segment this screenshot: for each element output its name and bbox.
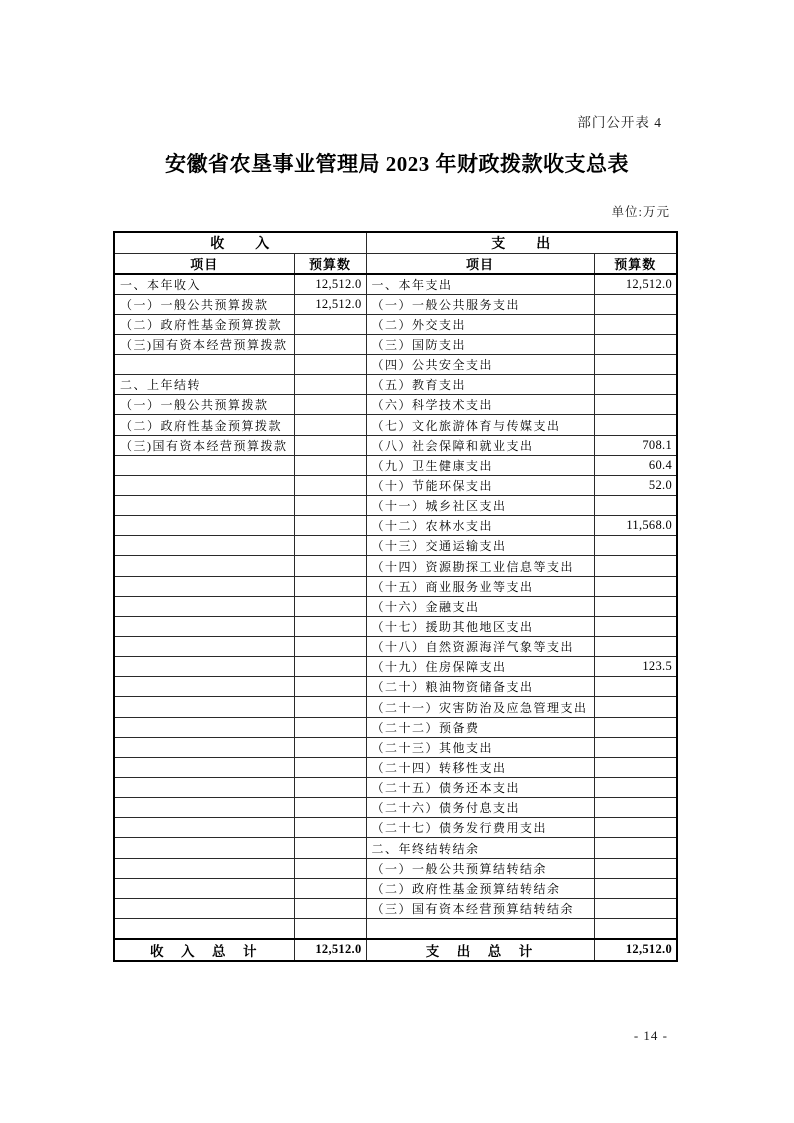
income-item-cell: （二）政府性基金预算拨款 bbox=[114, 415, 294, 435]
expense-item-cell: （五）教育支出 bbox=[366, 375, 594, 395]
income-item-cell bbox=[114, 616, 294, 636]
income-item-cell bbox=[114, 455, 294, 475]
income-budget-cell bbox=[294, 878, 366, 898]
expense-budget-cell bbox=[594, 536, 677, 556]
income-item-cell bbox=[114, 576, 294, 596]
table-row bbox=[114, 838, 677, 858]
expense-item-cell: （一）一般公共预算结转结余 bbox=[366, 858, 594, 878]
table-column-header-row bbox=[114, 254, 677, 275]
expense-budget-cell bbox=[594, 919, 677, 939]
expense-item-cell: （二十五）债务还本支出 bbox=[366, 778, 594, 798]
doc-classification-label: 部门公开表 4 bbox=[577, 115, 662, 130]
table-row bbox=[114, 375, 677, 395]
income-item-cell: （一）一般公共预算拨款 bbox=[114, 395, 294, 415]
expense-budget-cell bbox=[594, 778, 677, 798]
expense-budget-cell bbox=[594, 838, 677, 858]
income-item-column-header: 项目 bbox=[114, 254, 294, 275]
expense-item-cell: （十一）城乡社区支出 bbox=[366, 496, 594, 516]
table-row bbox=[114, 294, 677, 314]
expense-budget-cell bbox=[594, 858, 677, 878]
income-item-cell bbox=[114, 596, 294, 616]
expense-item-cell: （十九）住房保障支出 bbox=[366, 657, 594, 677]
table-row bbox=[114, 616, 677, 636]
income-item-cell: （三)国有资本经营预算拨款 bbox=[114, 334, 294, 354]
expense-item-cell: （十六）金融支出 bbox=[366, 596, 594, 616]
income-item-cell bbox=[114, 657, 294, 677]
expense-total-value: 12,512.0 bbox=[594, 939, 677, 961]
income-budget-cell bbox=[294, 516, 366, 536]
expense-total-label: 支 出 总 计 bbox=[366, 939, 594, 961]
expense-budget-cell bbox=[594, 556, 677, 576]
income-budget-cell bbox=[294, 637, 366, 657]
expense-item-cell: （一）一般公共服务支出 bbox=[366, 294, 594, 314]
income-budget-cell bbox=[294, 919, 366, 939]
income-item-cell bbox=[114, 637, 294, 657]
income-item-cell bbox=[114, 778, 294, 798]
income-budget-cell bbox=[294, 314, 366, 334]
expense-item-cell: （三）国防支出 bbox=[366, 334, 594, 354]
income-item-cell bbox=[114, 717, 294, 737]
expense-budget-cell bbox=[594, 898, 677, 918]
income-budget-cell bbox=[294, 475, 366, 495]
expense-budget-cell bbox=[594, 314, 677, 334]
expense-item-cell: （二十一）灾害防治及应急管理支出 bbox=[366, 697, 594, 717]
expense-item-cell: （十二）农林水支出 bbox=[366, 516, 594, 536]
income-budget-cell bbox=[294, 757, 366, 777]
income-budget-cell bbox=[294, 778, 366, 798]
income-total-value: 12,512.0 bbox=[294, 939, 366, 961]
table-row bbox=[114, 455, 677, 475]
table-row bbox=[114, 334, 677, 354]
income-budget-cell bbox=[294, 858, 366, 878]
income-item-cell bbox=[114, 536, 294, 556]
table-row bbox=[114, 757, 677, 777]
income-item-cell bbox=[114, 878, 294, 898]
table-section-header-row bbox=[114, 232, 677, 254]
income-item-cell bbox=[114, 496, 294, 516]
expense-budget-cell bbox=[594, 395, 677, 415]
income-budget-cell bbox=[294, 898, 366, 918]
table-row bbox=[114, 516, 677, 536]
expense-budget-cell bbox=[594, 415, 677, 435]
table-row bbox=[114, 878, 677, 898]
income-item-cell bbox=[114, 818, 294, 838]
expense-budget-cell bbox=[594, 737, 677, 757]
expense-budget-cell bbox=[594, 637, 677, 657]
expense-budget-cell bbox=[594, 375, 677, 395]
expense-budget-cell bbox=[594, 757, 677, 777]
income-budget-cell bbox=[294, 415, 366, 435]
table-row bbox=[114, 778, 677, 798]
expense-budget-cell: 60.4 bbox=[594, 455, 677, 475]
income-budget-cell bbox=[294, 576, 366, 596]
table-row bbox=[114, 677, 677, 697]
expense-budget-cell bbox=[594, 697, 677, 717]
expense-item-cell: （十五）商业服务业等支出 bbox=[366, 576, 594, 596]
total-row bbox=[114, 939, 677, 961]
expense-budget-cell bbox=[594, 355, 677, 375]
expense-budget-cell bbox=[594, 496, 677, 516]
expense-budget-cell bbox=[594, 596, 677, 616]
table-row bbox=[114, 798, 677, 818]
income-budget-cell bbox=[294, 355, 366, 375]
budget-table bbox=[113, 231, 678, 962]
income-total-label: 收 入 总 计 bbox=[114, 939, 294, 961]
income-item-cell bbox=[114, 919, 294, 939]
expense-budget-cell bbox=[594, 576, 677, 596]
income-section-header: 收 入 bbox=[114, 232, 366, 254]
expense-item-cell: （二十）粮油物资储备支出 bbox=[366, 677, 594, 697]
income-item-cell: 一、本年收入 bbox=[114, 274, 294, 294]
income-budget-cell bbox=[294, 596, 366, 616]
income-item-cell bbox=[114, 677, 294, 697]
table-row bbox=[114, 919, 677, 939]
income-budget-cell bbox=[294, 536, 366, 556]
income-budget-cell: 12,512.0 bbox=[294, 294, 366, 314]
table-footer bbox=[114, 939, 677, 961]
expense-budget-cell: 708.1 bbox=[594, 435, 677, 455]
table-row bbox=[114, 435, 677, 455]
income-budget-cell bbox=[294, 395, 366, 415]
income-item-cell: （二）政府性基金预算拨款 bbox=[114, 314, 294, 334]
expense-item-cell: （十三）交通运输支出 bbox=[366, 536, 594, 556]
table-row bbox=[114, 637, 677, 657]
income-item-cell bbox=[114, 475, 294, 495]
table-row bbox=[114, 717, 677, 737]
income-budget-cell bbox=[294, 616, 366, 636]
income-item-cell: （三)国有资本经营预算拨款 bbox=[114, 435, 294, 455]
income-budget-cell bbox=[294, 455, 366, 475]
income-item-cell bbox=[114, 697, 294, 717]
expense-item-column-header: 项目 bbox=[366, 254, 594, 275]
expense-item-cell: （八）社会保障和就业支出 bbox=[366, 435, 594, 455]
expense-item-cell: （二）外交支出 bbox=[366, 314, 594, 334]
income-budget-cell bbox=[294, 737, 366, 757]
page-number: - 14 - bbox=[633, 1028, 668, 1043]
expense-item-cell: （二）政府性基金预算结转结余 bbox=[366, 878, 594, 898]
expense-item-cell: （三）国有资本经营预算结转结余 bbox=[366, 898, 594, 918]
table-row bbox=[114, 536, 677, 556]
income-item-cell bbox=[114, 898, 294, 918]
income-budget-cell bbox=[294, 818, 366, 838]
expense-budget-cell: 12,512.0 bbox=[594, 274, 677, 294]
income-item-cell bbox=[114, 858, 294, 878]
income-budget-cell bbox=[294, 375, 366, 395]
income-budget-cell bbox=[294, 657, 366, 677]
income-item-cell bbox=[114, 516, 294, 536]
table-row bbox=[114, 314, 677, 334]
table-row bbox=[114, 355, 677, 375]
table-row bbox=[114, 858, 677, 878]
expense-budget-cell bbox=[594, 717, 677, 737]
expense-item-cell: （二十三）其他支出 bbox=[366, 737, 594, 757]
income-budget-cell bbox=[294, 677, 366, 697]
income-budget-column-header: 预算数 bbox=[294, 254, 366, 275]
expense-budget-cell bbox=[594, 818, 677, 838]
table-row bbox=[114, 556, 677, 576]
expense-item-cell: （七）文化旅游体育与传媒支出 bbox=[366, 415, 594, 435]
expense-budget-column-header: 预算数 bbox=[594, 254, 677, 275]
table-row bbox=[114, 697, 677, 717]
income-item-cell bbox=[114, 556, 294, 576]
income-item-cell bbox=[114, 798, 294, 818]
income-budget-cell bbox=[294, 556, 366, 576]
expense-item-cell: （二十二）预备费 bbox=[366, 717, 594, 737]
income-item-cell bbox=[114, 737, 294, 757]
income-budget-cell bbox=[294, 334, 366, 354]
table-row bbox=[114, 818, 677, 838]
table-row bbox=[114, 475, 677, 495]
income-budget-cell bbox=[294, 838, 366, 858]
page-title: 安徽省农垦事业管理局 2023 年财政拨款收支总表 bbox=[165, 152, 629, 176]
income-budget-cell bbox=[294, 496, 366, 516]
expense-item-cell: 二、年终结转结余 bbox=[366, 838, 594, 858]
income-budget-cell bbox=[294, 435, 366, 455]
expense-item-cell bbox=[366, 919, 594, 939]
expense-section-header: 支 出 bbox=[366, 232, 677, 254]
expense-item-cell: （十四）资源勘探工业信息等支出 bbox=[366, 556, 594, 576]
income-item-cell: 二、上年结转 bbox=[114, 375, 294, 395]
expense-budget-cell: 52.0 bbox=[594, 475, 677, 495]
expense-budget-cell: 123.5 bbox=[594, 657, 677, 677]
income-budget-cell bbox=[294, 697, 366, 717]
expense-item-cell: （二十六）债务付息支出 bbox=[366, 798, 594, 818]
expense-budget-cell bbox=[594, 334, 677, 354]
table-row bbox=[114, 576, 677, 596]
table-row bbox=[114, 395, 677, 415]
table-row bbox=[114, 657, 677, 677]
expense-budget-cell bbox=[594, 798, 677, 818]
table-row bbox=[114, 898, 677, 918]
income-item-cell bbox=[114, 838, 294, 858]
income-budget-cell: 12,512.0 bbox=[294, 274, 366, 294]
expense-item-cell: （二十七）债务发行费用支出 bbox=[366, 818, 594, 838]
table-row bbox=[114, 415, 677, 435]
table-body bbox=[114, 274, 677, 939]
expense-item-cell: 一、本年支出 bbox=[366, 274, 594, 294]
table-row bbox=[114, 737, 677, 757]
expense-item-cell: （九）卫生健康支出 bbox=[366, 455, 594, 475]
expense-item-cell: （四）公共安全支出 bbox=[366, 355, 594, 375]
income-item-cell bbox=[114, 355, 294, 375]
expense-budget-cell bbox=[594, 677, 677, 697]
expense-budget-cell bbox=[594, 616, 677, 636]
income-budget-cell bbox=[294, 798, 366, 818]
expense-item-cell: （六）科学技术支出 bbox=[366, 395, 594, 415]
expense-item-cell: （十八）自然资源海洋气象等支出 bbox=[366, 637, 594, 657]
expense-budget-cell bbox=[594, 878, 677, 898]
expense-budget-cell: 11,568.0 bbox=[594, 516, 677, 536]
table-row bbox=[114, 274, 677, 294]
income-budget-cell bbox=[294, 717, 366, 737]
expense-item-cell: （十七）援助其他地区支出 bbox=[366, 616, 594, 636]
table-row bbox=[114, 496, 677, 516]
expense-item-cell: （二十四）转移性支出 bbox=[366, 757, 594, 777]
unit-label: 单位:万元 bbox=[611, 205, 670, 219]
expense-item-cell: （十）节能环保支出 bbox=[366, 475, 594, 495]
income-item-cell: （一）一般公共预算拨款 bbox=[114, 294, 294, 314]
income-item-cell bbox=[114, 757, 294, 777]
table-row bbox=[114, 596, 677, 616]
expense-budget-cell bbox=[594, 294, 677, 314]
